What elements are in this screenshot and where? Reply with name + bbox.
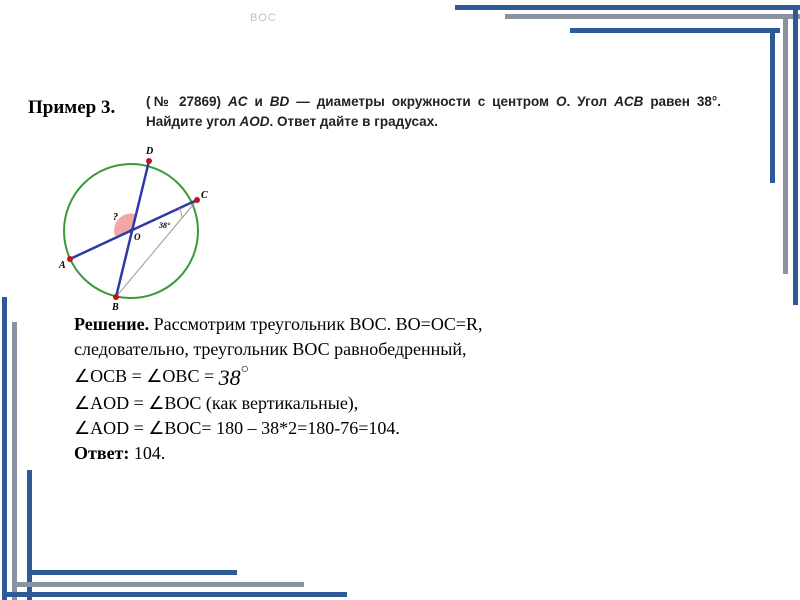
segment-ac: AC [227, 94, 248, 109]
problem-number: (№ 27869) [146, 94, 221, 109]
point-o [129, 229, 133, 233]
frame-top-line-1 [455, 5, 800, 10]
solution-line-1 [74, 312, 634, 337]
frame-top-line-2 [505, 14, 800, 19]
point-a [67, 256, 73, 262]
segment-bd: BD [269, 94, 290, 109]
point-d [146, 158, 152, 164]
label-c: C [201, 190, 208, 201]
solution-text-1: Рассмотрим треугольник ВОС. BO=OC=R, [153, 314, 483, 334]
frame-bottom-line-1 [2, 592, 347, 597]
frame-bottom-line-2 [12, 582, 304, 587]
solution-block [74, 312, 634, 466]
frame-right-line-3 [770, 28, 775, 183]
label-o: O [134, 232, 141, 242]
angle-acb: ACB [614, 94, 644, 109]
frame-left-line-2 [12, 322, 17, 600]
frame-left-line-3 [27, 470, 32, 600]
label-angle-38: 38° [159, 221, 171, 230]
solution-label: Решение. [74, 314, 150, 334]
solution-line-5: ∠AOD = ∠BOC= 180 – 38*2=180-76=104. [74, 418, 400, 438]
angle-acb-arc [179, 208, 182, 218]
watermark-text: BOC [250, 12, 277, 24]
degree-sign: ○ [240, 362, 250, 377]
label-d: D [146, 146, 154, 157]
solution-line-4: ∠AOD = ∠BOC (как вертикальные), [74, 393, 359, 413]
answer-line [74, 441, 634, 466]
center-o: O [556, 94, 567, 109]
answer-value: 104. [129, 443, 166, 463]
angle-aod: AOD [239, 114, 270, 129]
angle-value-38: 38 [218, 365, 241, 390]
frame-right-line-1 [793, 5, 798, 305]
label-b: B [112, 302, 119, 313]
problem-text-3: равен 38°. Найдите угол [146, 94, 721, 129]
example-label: Пример 3. [28, 97, 116, 118]
solution-text-3: ∠OCB = ∠OBC = [74, 366, 219, 386]
problem-statement [146, 92, 721, 132]
label-a: A [59, 260, 66, 271]
conj-and: и [254, 94, 263, 109]
solution-line-2: следовательно, треугольник ВОС равнобедренный, [74, 339, 467, 359]
label-unknown-angle: ? [113, 212, 118, 223]
solution-line-3 [74, 362, 634, 391]
point-b [113, 294, 119, 300]
geometry-figure [48, 140, 218, 315]
frame-top-line-3 [570, 28, 780, 33]
problem-text-2: . Угол [566, 94, 608, 109]
point-c [194, 197, 200, 203]
frame-right-line-2 [783, 14, 788, 274]
frame-bottom-line-3 [27, 570, 237, 575]
problem-text-1: — диаметры окружности с центром [296, 94, 550, 109]
frame-left-line-1 [2, 297, 7, 600]
problem-text-4: . Ответ дайте в градусах. [269, 114, 438, 129]
answer-label: Ответ: [74, 443, 130, 463]
